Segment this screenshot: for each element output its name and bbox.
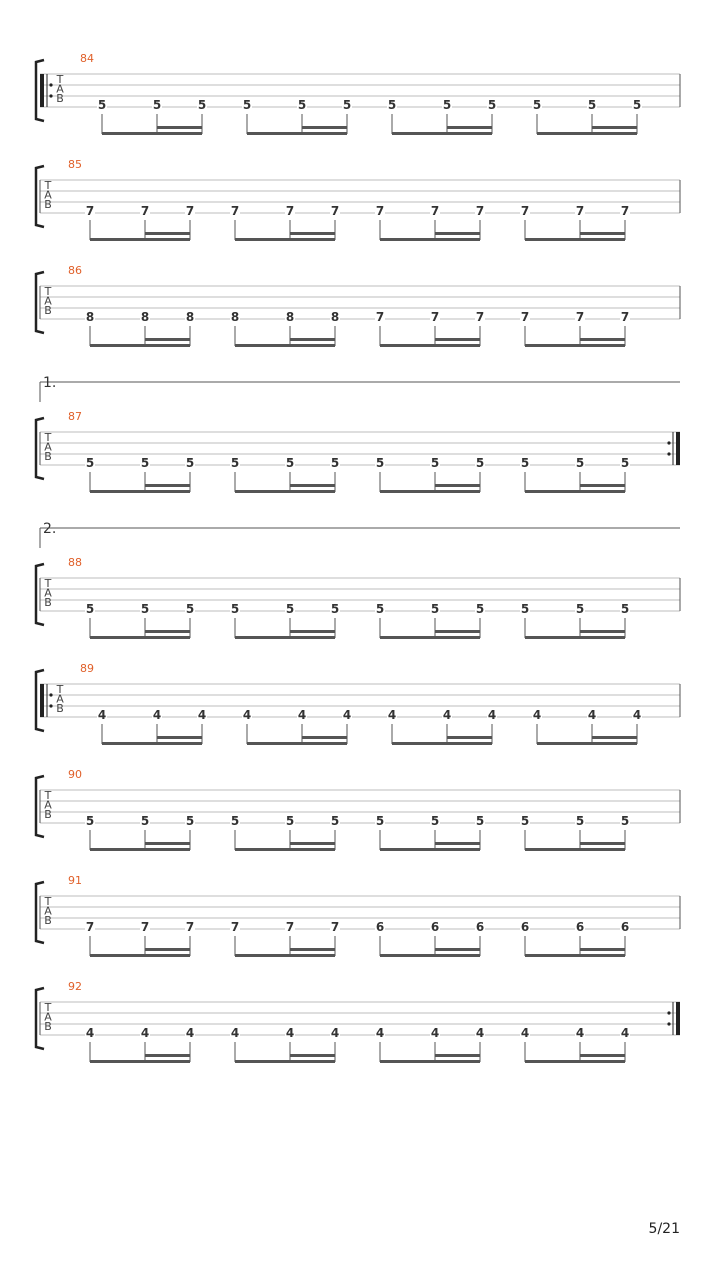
fret-number: 7 <box>475 310 485 324</box>
fret-number: 5 <box>487 98 497 112</box>
repeat-dot <box>667 452 670 455</box>
fret-number: 7 <box>575 204 585 218</box>
fret-number: 5 <box>330 814 340 828</box>
beam-secondary <box>145 842 190 845</box>
fret-number: 7 <box>620 310 630 324</box>
beam-primary <box>247 132 347 135</box>
fret-number: 5 <box>97 98 107 112</box>
fret-number: 5 <box>197 98 207 112</box>
beam-secondary <box>290 484 335 487</box>
beam-primary <box>537 742 637 745</box>
fret-number: 5 <box>430 602 440 616</box>
fret-number: 4 <box>85 1026 95 1040</box>
fret-number: 6 <box>430 920 440 934</box>
fret-number: 4 <box>330 1026 340 1040</box>
beam-secondary <box>157 126 202 129</box>
page-number: 5/21 <box>648 1221 680 1237</box>
fret-number: 8 <box>185 310 195 324</box>
fret-number: 8 <box>285 310 295 324</box>
tab-clef-letter: A <box>44 904 52 918</box>
repeat-thick-bar <box>40 684 44 717</box>
tab-clef-letter: A <box>44 1010 52 1024</box>
tab-clef-letter: B <box>44 450 52 463</box>
volta-label: 2. <box>43 521 57 537</box>
beam-primary <box>90 636 190 639</box>
fret-number: 5 <box>620 456 630 470</box>
repeat-dot <box>667 441 670 444</box>
beam-secondary <box>580 842 625 845</box>
fret-number: 7 <box>475 204 485 218</box>
fret-number: 5 <box>297 98 307 112</box>
beam-secondary <box>580 338 625 341</box>
tab-clef-letter: B <box>56 702 64 715</box>
fret-number: 5 <box>330 602 340 616</box>
tab-clef-letter: A <box>44 798 52 812</box>
beam-primary <box>525 344 625 347</box>
tab-clef-letter: T <box>44 179 52 192</box>
tab-clef-letter: B <box>56 92 64 105</box>
beam-secondary <box>145 630 190 633</box>
beam-primary <box>90 238 190 241</box>
fret-number: 4 <box>97 708 107 722</box>
fret-number: 8 <box>330 310 340 324</box>
volta-label: 1. <box>43 375 57 391</box>
fret-number: 4 <box>442 708 452 722</box>
fret-number: 5 <box>242 98 252 112</box>
beam-secondary <box>145 232 190 235</box>
fret-number: 5 <box>140 814 150 828</box>
fret-number: 7 <box>330 920 340 934</box>
fret-number: 6 <box>575 920 585 934</box>
fret-number: 4 <box>197 708 207 722</box>
fret-number: 7 <box>620 204 630 218</box>
fret-number: 4 <box>285 1026 295 1040</box>
fret-number: 4 <box>140 1026 150 1040</box>
beam-secondary <box>290 338 335 341</box>
beam-primary <box>90 954 190 957</box>
beam-secondary <box>302 736 347 739</box>
fret-number: 5 <box>375 456 385 470</box>
beam-secondary <box>580 1054 625 1057</box>
fret-number: 4 <box>520 1026 530 1040</box>
fret-number: 8 <box>230 310 240 324</box>
fret-number: 5 <box>85 814 95 828</box>
fret-number: 8 <box>140 310 150 324</box>
fret-number: 7 <box>430 310 440 324</box>
tab-clef-letter: T <box>44 285 52 298</box>
fret-number: 4 <box>230 1026 240 1040</box>
beam-secondary <box>580 232 625 235</box>
fret-number: 5 <box>285 814 295 828</box>
beam-primary <box>235 238 335 241</box>
beam-secondary <box>435 630 480 633</box>
beam-primary <box>525 238 625 241</box>
beam-primary <box>90 490 190 493</box>
beam-secondary <box>435 338 480 341</box>
tab-clef-letter: A <box>56 692 64 706</box>
beam-primary <box>525 848 625 851</box>
fret-number: 5 <box>285 456 295 470</box>
measure-number: 86 <box>68 264 82 277</box>
fret-number: 5 <box>575 456 585 470</box>
fret-number: 7 <box>520 310 530 324</box>
fret-number: 5 <box>442 98 452 112</box>
beam-primary <box>102 132 202 135</box>
repeat-dot <box>667 1022 670 1025</box>
beam-primary <box>380 848 480 851</box>
fret-number: 5 <box>375 814 385 828</box>
fret-number: 5 <box>475 456 485 470</box>
beam-secondary <box>580 484 625 487</box>
measure-number: 89 <box>80 662 94 675</box>
fret-number: 5 <box>230 602 240 616</box>
measure-number: 87 <box>68 410 82 423</box>
fret-number: 5 <box>632 98 642 112</box>
fret-number: 5 <box>620 602 630 616</box>
beam-primary <box>247 742 347 745</box>
beam-primary <box>380 954 480 957</box>
fret-number: 7 <box>185 920 195 934</box>
fret-number: 5 <box>387 98 397 112</box>
beam-secondary <box>447 126 492 129</box>
measure-number: 91 <box>68 874 82 887</box>
fret-number: 5 <box>475 602 485 616</box>
tab-clef-letter: T <box>44 789 52 802</box>
fret-number: 4 <box>152 708 162 722</box>
fret-number: 4 <box>342 708 352 722</box>
beam-secondary <box>290 842 335 845</box>
fret-number: 7 <box>285 920 295 934</box>
beam-secondary <box>145 338 190 341</box>
beam-secondary <box>447 736 492 739</box>
beam-secondary <box>145 484 190 487</box>
beam-secondary <box>592 736 637 739</box>
fret-number: 5 <box>532 98 542 112</box>
tab-clef-letter: A <box>44 294 52 308</box>
fret-number: 5 <box>185 814 195 828</box>
fret-number: 4 <box>297 708 307 722</box>
fret-number: 4 <box>375 1026 385 1040</box>
tab-clef-letter: T <box>56 683 64 696</box>
repeat-thick-bar <box>676 432 680 465</box>
beam-primary <box>525 636 625 639</box>
fret-number: 4 <box>532 708 542 722</box>
beam-primary <box>102 742 202 745</box>
beam-primary <box>235 954 335 957</box>
beam-primary <box>235 1060 335 1063</box>
fret-number: 5 <box>430 814 440 828</box>
fret-number: 5 <box>520 814 530 828</box>
beam-secondary <box>592 126 637 129</box>
fret-number: 7 <box>140 920 150 934</box>
beam-secondary <box>302 126 347 129</box>
beam-primary <box>90 848 190 851</box>
beam-primary <box>235 636 335 639</box>
beam-primary <box>380 238 480 241</box>
beam-primary <box>90 1060 190 1063</box>
fret-number: 5 <box>185 456 195 470</box>
fret-number: 5 <box>430 456 440 470</box>
fret-number: 5 <box>575 814 585 828</box>
tab-clef-letter: A <box>44 586 52 600</box>
fret-number: 7 <box>85 204 95 218</box>
beam-secondary <box>435 484 480 487</box>
fret-number: 4 <box>620 1026 630 1040</box>
tab-clef-letter: B <box>44 808 52 821</box>
fret-number: 5 <box>230 814 240 828</box>
beam-secondary <box>580 630 625 633</box>
tab-clef-letter: A <box>56 82 64 96</box>
beam-secondary <box>580 948 625 951</box>
repeat-dot <box>49 693 52 696</box>
tab-clef-letter: B <box>44 914 52 927</box>
beam-primary <box>525 954 625 957</box>
tab-clef-letter: T <box>56 73 64 86</box>
fret-number: 5 <box>285 602 295 616</box>
fret-number: 7 <box>575 310 585 324</box>
beam-secondary <box>435 948 480 951</box>
fret-number: 5 <box>575 602 585 616</box>
beam-secondary <box>157 736 202 739</box>
beam-secondary <box>435 1054 480 1057</box>
repeat-dot <box>49 94 52 97</box>
beam-primary <box>235 848 335 851</box>
fret-number: 5 <box>587 98 597 112</box>
fret-number: 4 <box>430 1026 440 1040</box>
fret-number: 5 <box>520 602 530 616</box>
fret-number: 6 <box>520 920 530 934</box>
fret-number: 7 <box>85 920 95 934</box>
beam-primary <box>392 132 492 135</box>
beam-primary <box>525 490 625 493</box>
fret-number: 5 <box>152 98 162 112</box>
beam-secondary <box>290 630 335 633</box>
tab-clef-letter: T <box>44 577 52 590</box>
beam-primary <box>90 344 190 347</box>
beam-secondary <box>145 948 190 951</box>
beam-secondary <box>290 232 335 235</box>
fret-number: 4 <box>575 1026 585 1040</box>
fret-number: 7 <box>430 204 440 218</box>
fret-number: 7 <box>140 204 150 218</box>
fret-number: 5 <box>520 456 530 470</box>
fret-number: 8 <box>85 310 95 324</box>
fret-number: 5 <box>330 456 340 470</box>
fret-number: 4 <box>387 708 397 722</box>
fret-number: 5 <box>85 456 95 470</box>
fret-number: 7 <box>285 204 295 218</box>
fret-number: 4 <box>632 708 642 722</box>
fret-number: 7 <box>330 204 340 218</box>
beam-secondary <box>145 1054 190 1057</box>
fret-number: 7 <box>375 310 385 324</box>
fret-number: 5 <box>375 602 385 616</box>
fret-number: 5 <box>342 98 352 112</box>
tab-clef-letter: B <box>44 304 52 317</box>
tab-clef-letter: T <box>44 431 52 444</box>
fret-number: 4 <box>487 708 497 722</box>
repeat-thick-bar <box>676 1002 680 1035</box>
beam-primary <box>380 490 480 493</box>
beam-primary <box>380 344 480 347</box>
tab-clef-letter: A <box>44 188 52 202</box>
repeat-dot <box>667 1011 670 1014</box>
tab-clef-letter: B <box>44 198 52 211</box>
beam-primary <box>525 1060 625 1063</box>
measure-number: 84 <box>80 52 94 65</box>
repeat-dot <box>49 704 52 707</box>
fret-number: 7 <box>230 920 240 934</box>
beam-primary <box>235 490 335 493</box>
fret-number: 5 <box>85 602 95 616</box>
beam-primary <box>235 344 335 347</box>
tab-clef-letter: B <box>44 596 52 609</box>
fret-number: 7 <box>230 204 240 218</box>
beam-secondary <box>435 232 480 235</box>
beam-primary <box>392 742 492 745</box>
tab-clef-letter: T <box>44 895 52 908</box>
fret-number: 5 <box>230 456 240 470</box>
tab-clef-letter: B <box>44 1020 52 1033</box>
repeat-thick-bar <box>40 74 44 107</box>
fret-number: 5 <box>185 602 195 616</box>
fret-number: 5 <box>475 814 485 828</box>
fret-number: 4 <box>475 1026 485 1040</box>
measure-number: 88 <box>68 556 82 569</box>
fret-number: 4 <box>242 708 252 722</box>
fret-number: 5 <box>140 602 150 616</box>
beam-secondary <box>290 1054 335 1057</box>
fret-number: 7 <box>375 204 385 218</box>
measure-number: 85 <box>68 158 82 171</box>
beam-secondary <box>435 842 480 845</box>
fret-number: 6 <box>375 920 385 934</box>
fret-number: 6 <box>620 920 630 934</box>
fret-number: 5 <box>140 456 150 470</box>
tab-clef-letter: A <box>44 440 52 454</box>
fret-number: 6 <box>475 920 485 934</box>
beam-primary <box>380 1060 480 1063</box>
fret-number: 4 <box>587 708 597 722</box>
measure-number: 92 <box>68 980 82 993</box>
measure-number: 90 <box>68 768 82 781</box>
fret-number: 5 <box>620 814 630 828</box>
beam-secondary <box>290 948 335 951</box>
tab-clef-letter: T <box>44 1001 52 1014</box>
beam-primary <box>537 132 637 135</box>
fret-number: 7 <box>520 204 530 218</box>
fret-number: 4 <box>185 1026 195 1040</box>
fret-number: 7 <box>185 204 195 218</box>
beam-primary <box>380 636 480 639</box>
repeat-dot <box>49 83 52 86</box>
